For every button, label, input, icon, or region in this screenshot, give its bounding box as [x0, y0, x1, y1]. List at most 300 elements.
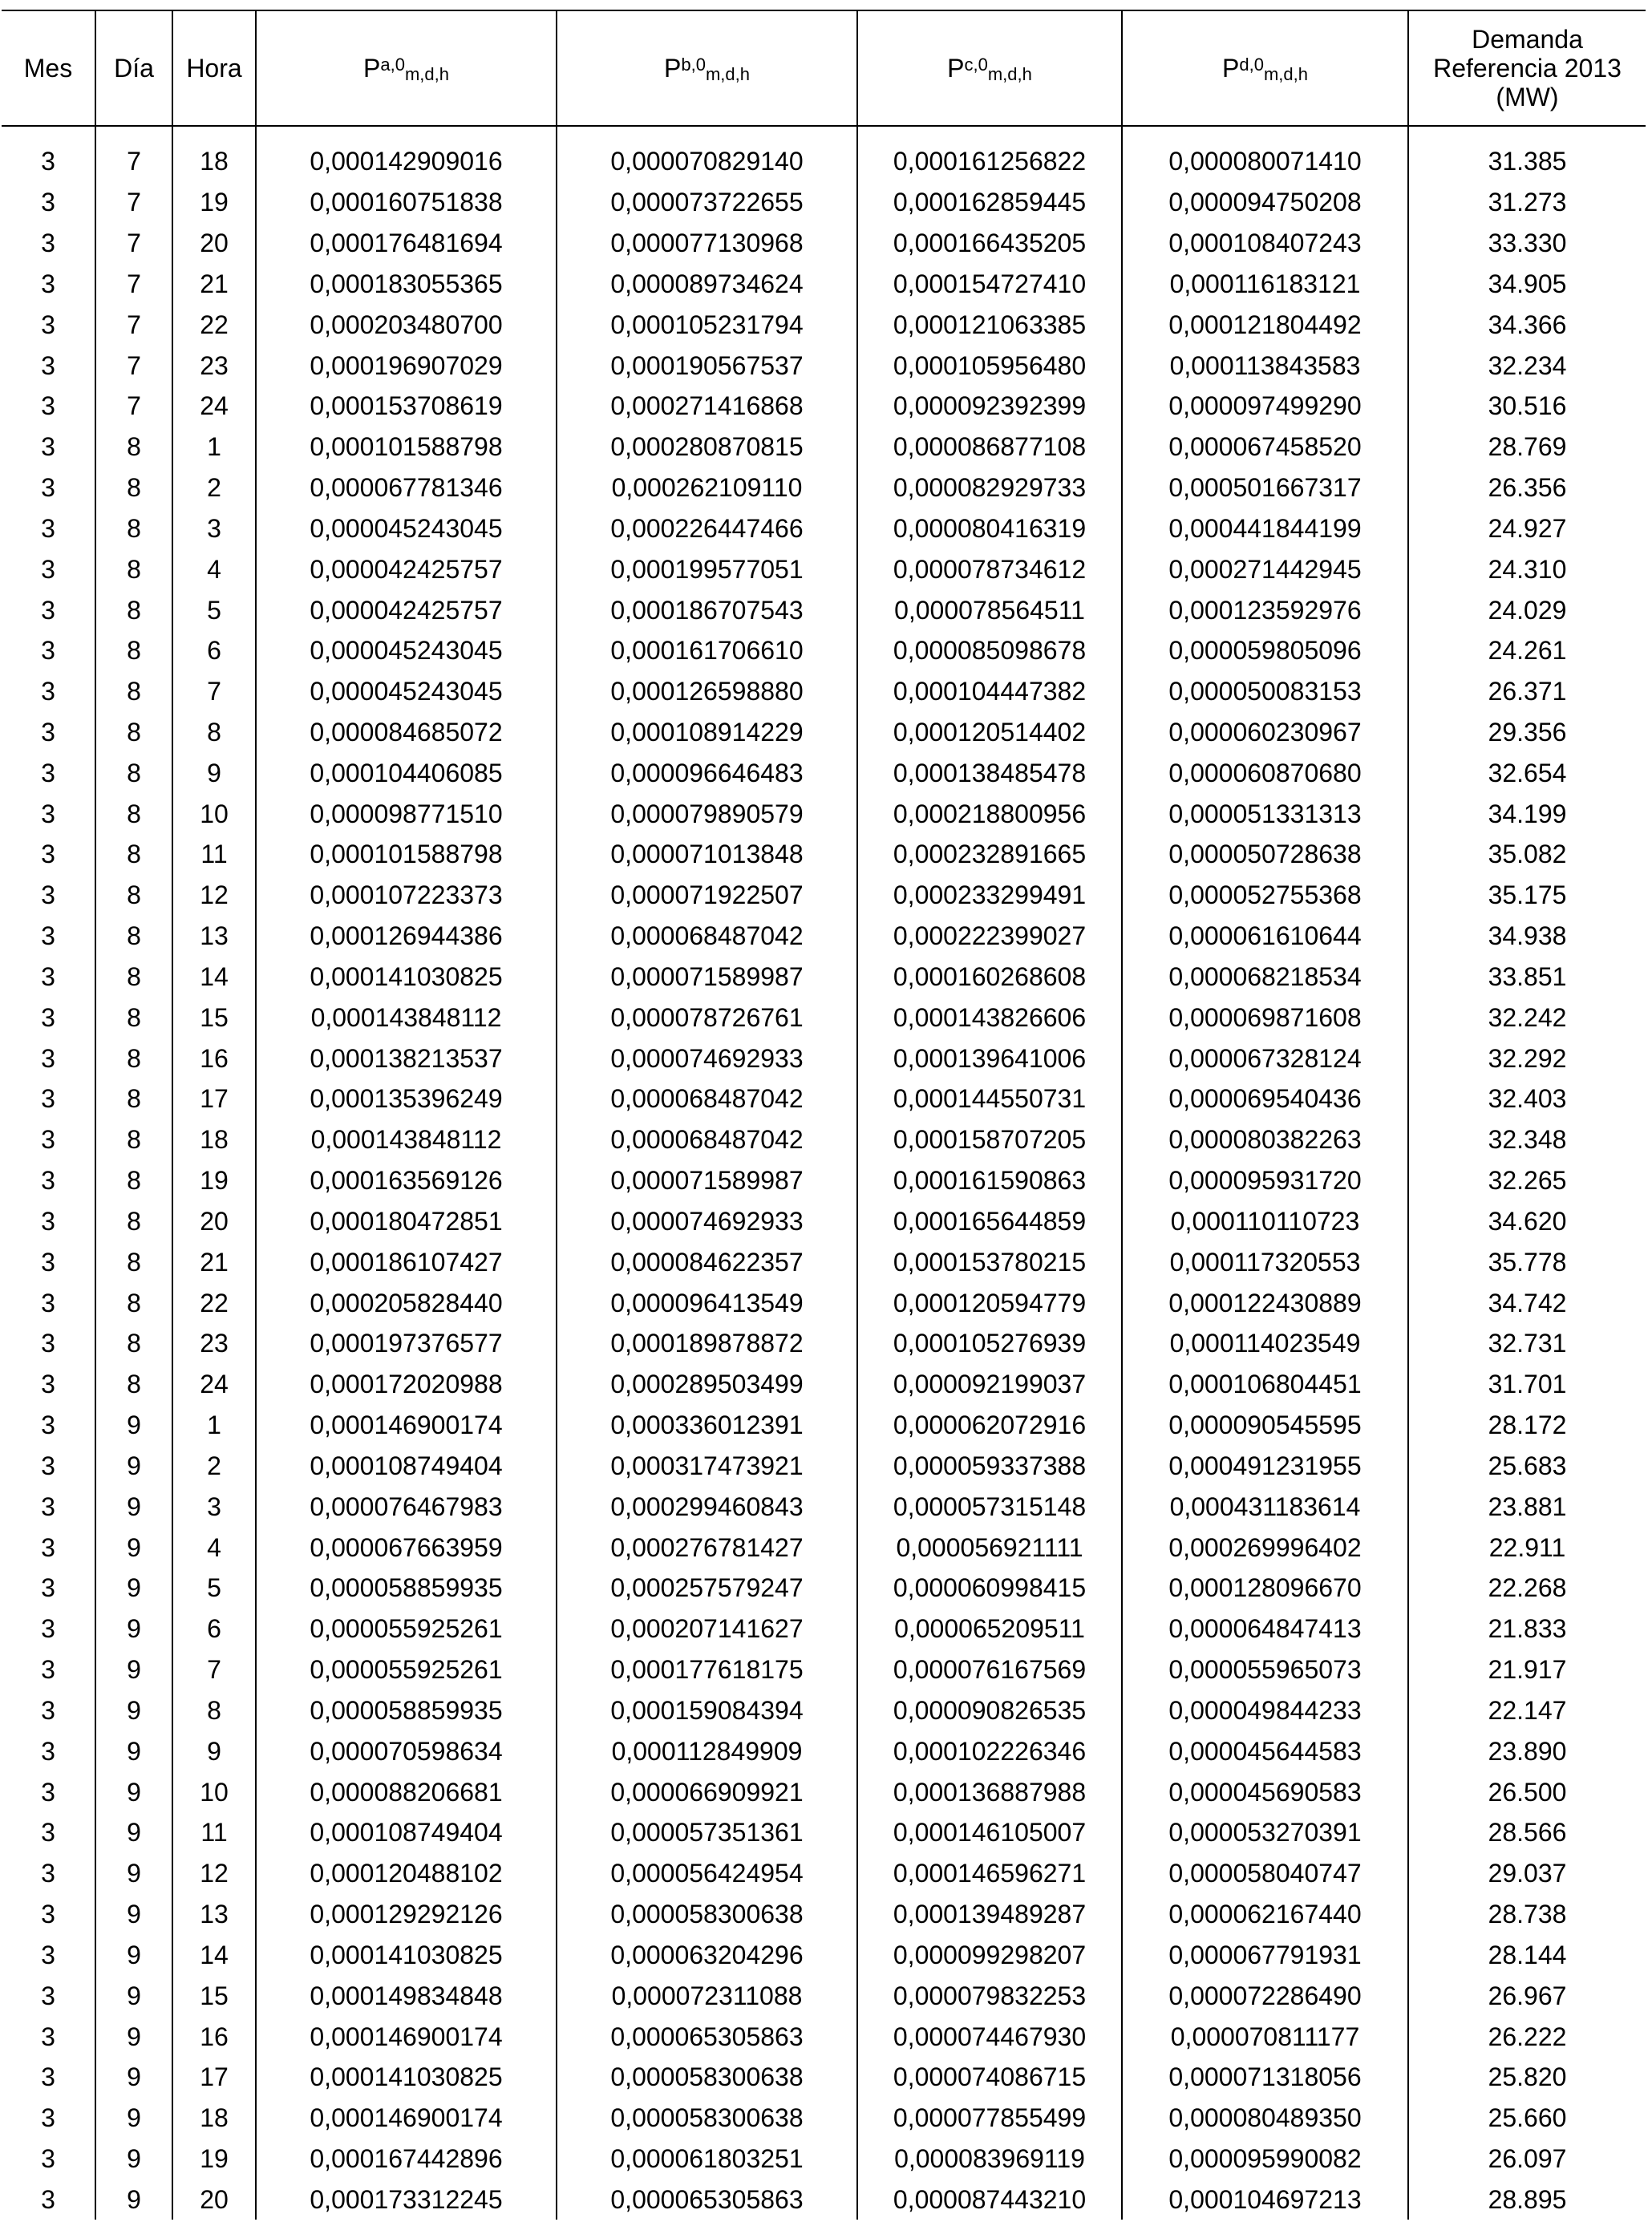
table-row — [2, 2139, 1646, 2179]
cell-pd: 0,000121804492 — [1122, 304, 1408, 345]
cell-demanda: 32.403 — [1408, 1079, 1646, 1119]
cell-dia: 8 — [95, 467, 172, 508]
cell-pb: 0,000071922507 — [557, 875, 857, 916]
cell-pd: 0,000059805096 — [1122, 630, 1408, 671]
cell-mes: 3 — [41, 1084, 55, 1114]
cell-mes: 3 — [41, 1002, 55, 1032]
cell-demanda: 26.500 — [1408, 1771, 1646, 1812]
cell-pa: 0,000172020988 — [256, 1364, 557, 1405]
cell-hora: 2 — [172, 1446, 256, 1487]
cell-hora: 8 — [172, 712, 256, 753]
cell-mes: 3 — [41, 1288, 55, 1317]
cell-pa: 0,000141030825 — [256, 957, 557, 998]
cell-pa: 0,000101588798 — [256, 427, 557, 467]
header-mes: Mes — [2, 10, 95, 126]
table-row — [2, 1160, 1646, 1201]
cell-demanda: 34.938 — [1408, 916, 1646, 957]
cell-demanda: 30.516 — [1408, 386, 1646, 427]
cell-pc: 0,000082929733 — [857, 467, 1122, 508]
cell-pd: 0,000067328124 — [1122, 1038, 1408, 1079]
cell-pb: 0,000089734624 — [557, 263, 857, 304]
header-demanda: Demanda Referencia 2013 (MW) — [1408, 10, 1646, 126]
table-row — [2, 1975, 1646, 2016]
cell-pd: 0,000060230967 — [1122, 712, 1408, 753]
table-row — [2, 386, 1646, 427]
cell-dia: 8 — [95, 508, 172, 548]
cell-pa: 0,000108749404 — [256, 1446, 557, 1487]
cell-hora: 11 — [172, 834, 256, 875]
table-row — [2, 1282, 1646, 1323]
cell-pb: 0,000065305863 — [557, 2016, 857, 2057]
cell-demanda: 32.265 — [1408, 1160, 1646, 1201]
cell-mes: 3 — [41, 1206, 55, 1236]
cell-pa: 0,000126944386 — [256, 916, 557, 957]
cell-pa: 0,000120488102 — [256, 1853, 557, 1894]
cell-hora: 1 — [172, 1405, 256, 1446]
cell-pd: 0,000058040747 — [1122, 1853, 1408, 1894]
cell-hora: 2 — [172, 467, 256, 508]
table-row — [2, 1812, 1646, 1853]
header-pd: P$^{d,0}_{m,d,h}$ — [1122, 10, 1408, 126]
cell-pa: 0,000045243045 — [256, 630, 557, 671]
cell-pb: 0,000280870815 — [557, 427, 857, 467]
cell-pb: 0,000190567537 — [557, 345, 857, 386]
cell-hora: 20 — [172, 1201, 256, 1242]
cell-hora: 12 — [172, 875, 256, 916]
cell-dia: 9 — [95, 1853, 172, 1894]
cell-demanda: 22.911 — [1408, 1527, 1646, 1568]
table-row — [2, 2179, 1646, 2220]
cell-demanda: 26.222 — [1408, 2016, 1646, 2057]
table-row — [2, 916, 1646, 957]
table-row — [2, 1609, 1646, 1649]
table-row — [2, 712, 1646, 753]
cell-pa: 0,000042425757 — [256, 589, 557, 630]
cell-demanda: 32.234 — [1408, 345, 1646, 386]
cell-pc: 0,000121063385 — [857, 304, 1122, 345]
cell-mes: 3 — [41, 1491, 55, 1521]
cell-pc: 0,000146105007 — [857, 1812, 1122, 1853]
cell-dia: 8 — [95, 1079, 172, 1119]
cell-pc: 0,000104447382 — [857, 671, 1122, 712]
cell-hora: 4 — [172, 548, 256, 589]
cell-mes: 3 — [41, 1818, 55, 1848]
cell-pd: 0,000080489350 — [1122, 2098, 1408, 2139]
cell-pc: 0,000218800956 — [857, 793, 1122, 834]
cell-hora: 13 — [172, 916, 256, 957]
cell-demanda: 32.654 — [1408, 752, 1646, 793]
cell-demanda: 35.175 — [1408, 875, 1646, 916]
cell-mes: 3 — [41, 2062, 55, 2092]
cell-pb: 0,000071589987 — [557, 1160, 857, 1201]
spacer-row — [2, 126, 1646, 141]
cell-hora: 19 — [172, 2139, 256, 2179]
cell-hora: 7 — [172, 1649, 256, 1690]
cell-dia: 9 — [95, 1730, 172, 1771]
cell-hora: 17 — [172, 2057, 256, 2098]
cell-pc: 0,000158707205 — [857, 1119, 1122, 1160]
cell-demanda: 21.917 — [1408, 1649, 1646, 1690]
cell-dia: 8 — [95, 793, 172, 834]
table-row — [2, 1527, 1646, 1568]
cell-pa: 0,000138213537 — [256, 1038, 557, 1079]
cell-pa: 0,000196907029 — [256, 345, 557, 386]
cell-pa: 0,000142909016 — [256, 141, 557, 182]
cell-pb: 0,000061803251 — [557, 2139, 857, 2179]
cell-pc: 0,000143826606 — [857, 997, 1122, 1038]
cell-dia: 9 — [95, 1690, 172, 1730]
cell-pd: 0,000501667317 — [1122, 467, 1408, 508]
cell-hora: 14 — [172, 1934, 256, 1975]
cell-pb: 0,000079890579 — [557, 793, 857, 834]
table-row — [2, 1486, 1646, 1527]
cell-dia: 8 — [95, 548, 172, 589]
cell-pd: 0,000052755368 — [1122, 875, 1408, 916]
cell-hora: 21 — [172, 263, 256, 304]
table-row — [2, 182, 1646, 223]
cell-hora: 3 — [172, 508, 256, 548]
cell-dia: 9 — [95, 1771, 172, 1812]
cell-dia: 7 — [95, 141, 172, 182]
cell-pc: 0,000087443210 — [857, 2179, 1122, 2220]
cell-dia: 9 — [95, 1934, 172, 1975]
cell-pb: 0,000207141627 — [557, 1609, 857, 1649]
table-row — [2, 141, 1646, 182]
cell-hora: 19 — [172, 1160, 256, 1201]
cell-pc: 0,000233299491 — [857, 875, 1122, 916]
cell-pb: 0,000066909921 — [557, 1771, 857, 1812]
cell-pb: 0,000074692933 — [557, 1201, 857, 1242]
cell-pc: 0,000138485478 — [857, 752, 1122, 793]
cell-pa: 0,000167442896 — [256, 2139, 557, 2179]
cell-pb: 0,000336012391 — [557, 1405, 857, 1446]
cell-hora: 7 — [172, 671, 256, 712]
cell-hora: 22 — [172, 304, 256, 345]
cell-dia: 8 — [95, 1038, 172, 1079]
table-row — [2, 467, 1646, 508]
cell-hora: 16 — [172, 1038, 256, 1079]
cell-pc: 0,000166435205 — [857, 223, 1122, 264]
cell-pa: 0,000153708619 — [256, 386, 557, 427]
cell-demanda: 23.890 — [1408, 1730, 1646, 1771]
cell-pc: 0,000080416319 — [857, 508, 1122, 548]
cell-dia: 9 — [95, 1609, 172, 1649]
cell-demanda: 29.037 — [1408, 1853, 1646, 1894]
cell-pd: 0,000108407243 — [1122, 223, 1408, 264]
table-row — [2, 1323, 1646, 1364]
cell-pa: 0,000173312245 — [256, 2179, 557, 2220]
cell-demanda: 21.833 — [1408, 1609, 1646, 1649]
cell-demanda: 24.310 — [1408, 548, 1646, 589]
cell-dia: 8 — [95, 957, 172, 998]
cell-pc: 0,000099298207 — [857, 1934, 1122, 1975]
cell-dia: 8 — [95, 1364, 172, 1405]
cell-pb: 0,000056424954 — [557, 1853, 857, 1894]
table-row — [2, 1649, 1646, 1690]
table-row — [2, 1364, 1646, 1405]
table-row — [2, 1201, 1646, 1242]
cell-hora: 9 — [172, 1730, 256, 1771]
cell-pa: 0,000084685072 — [256, 712, 557, 753]
cell-pd: 0,000114023549 — [1122, 1323, 1408, 1364]
table-row — [2, 1771, 1646, 1812]
cell-pb: 0,000074692933 — [557, 1038, 857, 1079]
cell-pa: 0,000176481694 — [256, 223, 557, 264]
cell-mes: 3 — [41, 1573, 55, 1603]
cell-pa: 0,000146900174 — [256, 2016, 557, 2057]
cell-pa: 0,000108749404 — [256, 1812, 557, 1853]
cell-pb: 0,000159084394 — [557, 1690, 857, 1730]
table-row — [2, 345, 1646, 386]
cell-hora: 13 — [172, 1894, 256, 1935]
cell-mes: 3 — [41, 2103, 55, 2133]
cell-pd: 0,000116183121 — [1122, 263, 1408, 304]
cell-demanda: 35.082 — [1408, 834, 1646, 875]
cell-pb: 0,000058300638 — [557, 2098, 857, 2139]
cell-dia: 9 — [95, 1894, 172, 1935]
cell-hora: 5 — [172, 589, 256, 630]
cell-pd: 0,000067791931 — [1122, 1934, 1408, 1975]
cell-hora: 17 — [172, 1079, 256, 1119]
cell-dia: 9 — [95, 1486, 172, 1527]
cell-demanda: 29.356 — [1408, 712, 1646, 753]
cell-mes: 3 — [41, 799, 55, 828]
cell-pa: 0,000067781346 — [256, 467, 557, 508]
cell-demanda: 22.147 — [1408, 1690, 1646, 1730]
cell-pc: 0,000076167569 — [857, 1649, 1122, 1690]
cell-pc: 0,000056921111 — [857, 1527, 1122, 1568]
cell-pd: 0,000068218534 — [1122, 957, 1408, 998]
cell-hora: 14 — [172, 957, 256, 998]
cell-hora: 4 — [172, 1527, 256, 1568]
cell-demanda: 34.620 — [1408, 1201, 1646, 1242]
cell-pb: 0,000096646483 — [557, 752, 857, 793]
cell-pc: 0,000222399027 — [857, 916, 1122, 957]
cell-pc: 0,000139641006 — [857, 1038, 1122, 1079]
cell-hora: 18 — [172, 141, 256, 182]
cell-demanda: 26.371 — [1408, 671, 1646, 712]
cell-pb: 0,000126598880 — [557, 671, 857, 712]
cell-pb: 0,000289503499 — [557, 1364, 857, 1405]
cell-pd: 0,000080382263 — [1122, 1119, 1408, 1160]
header-pb: P$^{b,0}_{m,d,h}$ — [557, 10, 857, 126]
cell-mes: 3 — [41, 1940, 55, 1969]
cell-mes: 3 — [41, 1166, 55, 1196]
cell-pd: 0,000069540436 — [1122, 1079, 1408, 1119]
cell-pc: 0,000136887988 — [857, 1771, 1122, 1812]
cell-demanda: 34.366 — [1408, 304, 1646, 345]
cell-hora: 12 — [172, 1853, 256, 1894]
cell-pa: 0,000129292126 — [256, 1894, 557, 1935]
cell-mes: 3 — [41, 473, 55, 503]
cell-dia: 8 — [95, 875, 172, 916]
header-hora: Hora — [172, 10, 256, 126]
cell-mes: 3 — [41, 1695, 55, 1725]
cell-pc: 0,000144550731 — [857, 1079, 1122, 1119]
cell-mes: 3 — [41, 2143, 55, 2173]
cell-dia: 7 — [95, 345, 172, 386]
cell-pd: 0,000071318056 — [1122, 2057, 1408, 2098]
cell-mes: 3 — [41, 677, 55, 706]
cell-mes: 3 — [41, 1981, 55, 2010]
cell-mes: 3 — [41, 880, 55, 910]
cell-pd: 0,000128096670 — [1122, 1568, 1408, 1609]
cell-mes: 3 — [41, 1655, 55, 1685]
cell-hora: 6 — [172, 630, 256, 671]
cell-pa: 0,000146900174 — [256, 1405, 557, 1446]
cell-dia: 9 — [95, 2139, 172, 2179]
cell-pc: 0,000074086715 — [857, 2057, 1122, 2098]
cell-demanda: 34.742 — [1408, 1282, 1646, 1323]
cell-pc: 0,000161256822 — [857, 141, 1122, 182]
cell-pb: 0,000068487042 — [557, 1119, 857, 1160]
table-row — [2, 875, 1646, 916]
cell-hora: 23 — [172, 1323, 256, 1364]
cell-pb: 0,000070829140 — [557, 141, 857, 182]
cell-hora: 10 — [172, 1771, 256, 1812]
cell-dia: 8 — [95, 1323, 172, 1364]
cell-pa: 0,000088206681 — [256, 1771, 557, 1812]
cell-dia: 8 — [95, 916, 172, 957]
cell-pb: 0,000112849909 — [557, 1730, 857, 1771]
cell-demanda: 28.769 — [1408, 427, 1646, 467]
cell-pc: 0,000160268608 — [857, 957, 1122, 998]
cell-pa: 0,000055925261 — [256, 1609, 557, 1649]
cell-mes: 3 — [41, 1736, 55, 1766]
cell-pa: 0,000149834848 — [256, 1975, 557, 2016]
cell-pa: 0,000143848112 — [256, 997, 557, 1038]
cell-pb: 0,000068487042 — [557, 916, 857, 957]
cell-pc: 0,000059337388 — [857, 1446, 1122, 1487]
cell-dia: 8 — [95, 671, 172, 712]
cell-pb: 0,000189878872 — [557, 1323, 857, 1364]
cell-pc: 0,000060998415 — [857, 1568, 1122, 1609]
cell-pd: 0,000104697213 — [1122, 2179, 1408, 2220]
cell-pb: 0,000262109110 — [557, 467, 857, 508]
cell-pc: 0,000120514402 — [857, 712, 1122, 753]
cell-dia: 8 — [95, 712, 172, 753]
cell-dia: 9 — [95, 1568, 172, 1609]
cell-mes: 3 — [41, 1900, 55, 1929]
cell-mes: 3 — [41, 840, 55, 869]
cell-pa: 0,000067663959 — [256, 1527, 557, 1568]
cell-pa: 0,000146900174 — [256, 2098, 557, 2139]
cell-pa: 0,000101588798 — [256, 834, 557, 875]
cell-dia: 8 — [95, 1119, 172, 1160]
cell-pc: 0,000146596271 — [857, 1853, 1122, 1894]
cell-hora: 11 — [172, 1812, 256, 1853]
cell-pd: 0,000122430889 — [1122, 1282, 1408, 1323]
cell-pd: 0,000110110723 — [1122, 1201, 1408, 1242]
cell-mes: 3 — [41, 188, 55, 217]
cell-pc: 0,000105276939 — [857, 1323, 1122, 1364]
cell-hora: 10 — [172, 793, 256, 834]
cell-dia: 8 — [95, 1241, 172, 1282]
cell-hora: 8 — [172, 1690, 256, 1730]
cell-demanda: 31.385 — [1408, 141, 1646, 182]
cell-hora: 6 — [172, 1609, 256, 1649]
cell-mes: 3 — [41, 595, 55, 625]
demand-table — [2, 10, 1646, 2220]
table-row — [2, 1241, 1646, 1282]
cell-pa: 0,000183055365 — [256, 263, 557, 304]
cell-pd: 0,000097499290 — [1122, 386, 1408, 427]
cell-mes: 3 — [41, 1247, 55, 1277]
cell-hora: 1 — [172, 427, 256, 467]
cell-pb: 0,000058300638 — [557, 1894, 857, 1935]
cell-pb: 0,000199577051 — [557, 548, 857, 589]
cell-pa: 0,000045243045 — [256, 671, 557, 712]
cell-mes: 3 — [41, 432, 55, 462]
cell-pa: 0,000042425757 — [256, 548, 557, 589]
cell-demanda: 33.330 — [1408, 223, 1646, 264]
cell-demanda: 25.683 — [1408, 1446, 1646, 1487]
cell-demanda: 28.144 — [1408, 1934, 1646, 1975]
cell-pa: 0,000180472851 — [256, 1201, 557, 1242]
cell-pb: 0,000299460843 — [557, 1486, 857, 1527]
cell-pb: 0,000073722655 — [557, 182, 857, 223]
cell-mes: 3 — [41, 2184, 55, 2214]
cell-pb: 0,000108914229 — [557, 712, 857, 753]
cell-pa: 0,000186107427 — [256, 1241, 557, 1282]
cell-pa: 0,000160751838 — [256, 182, 557, 223]
cell-dia: 8 — [95, 589, 172, 630]
cell-demanda: 32.731 — [1408, 1323, 1646, 1364]
cell-pd: 0,000095990082 — [1122, 2139, 1408, 2179]
cell-pd: 0,000271442945 — [1122, 548, 1408, 589]
cell-mes: 3 — [41, 2022, 55, 2051]
cell-pa: 0,000070598634 — [256, 1730, 557, 1771]
cell-pb: 0,000105231794 — [557, 304, 857, 345]
cell-hora: 24 — [172, 1364, 256, 1405]
cell-pd: 0,000123592976 — [1122, 589, 1408, 630]
cell-pa: 0,000141030825 — [256, 2057, 557, 2098]
cell-pd: 0,000045644583 — [1122, 1730, 1408, 1771]
table-row — [2, 997, 1646, 1038]
table-row — [2, 263, 1646, 304]
cell-pa: 0,000203480700 — [256, 304, 557, 345]
cell-pd: 0,000113843583 — [1122, 345, 1408, 386]
cell-mes: 3 — [41, 391, 55, 421]
cell-demanda: 32.242 — [1408, 997, 1646, 1038]
cell-mes: 3 — [41, 1370, 55, 1399]
cell-hora: 18 — [172, 1119, 256, 1160]
cell-pd: 0,000067458520 — [1122, 427, 1408, 467]
cell-pc: 0,000057315148 — [857, 1486, 1122, 1527]
cell-pb: 0,000063204296 — [557, 1934, 857, 1975]
cell-pd: 0,000062167440 — [1122, 1894, 1408, 1935]
table-row — [2, 1934, 1646, 1975]
cell-pa: 0,000058859935 — [256, 1568, 557, 1609]
cell-demanda: 32.292 — [1408, 1038, 1646, 1079]
cell-pd: 0,000049844233 — [1122, 1690, 1408, 1730]
cell-pa: 0,000107223373 — [256, 875, 557, 916]
table-row — [2, 1079, 1646, 1119]
cell-pb: 0,000071013848 — [557, 834, 857, 875]
cell-hora: 15 — [172, 1975, 256, 2016]
cell-demanda: 26.097 — [1408, 2139, 1646, 2179]
cell-pd: 0,000491231955 — [1122, 1446, 1408, 1487]
cell-pb: 0,000072311088 — [557, 1975, 857, 2016]
cell-pb: 0,000096413549 — [557, 1282, 857, 1323]
table-row — [2, 752, 1646, 793]
cell-pb: 0,000084622357 — [557, 1241, 857, 1282]
cell-demanda: 31.273 — [1408, 182, 1646, 223]
table-row — [2, 2098, 1646, 2139]
table-row — [2, 671, 1646, 712]
cell-pd: 0,000106804451 — [1122, 1364, 1408, 1405]
cell-pc: 0,000154727410 — [857, 263, 1122, 304]
